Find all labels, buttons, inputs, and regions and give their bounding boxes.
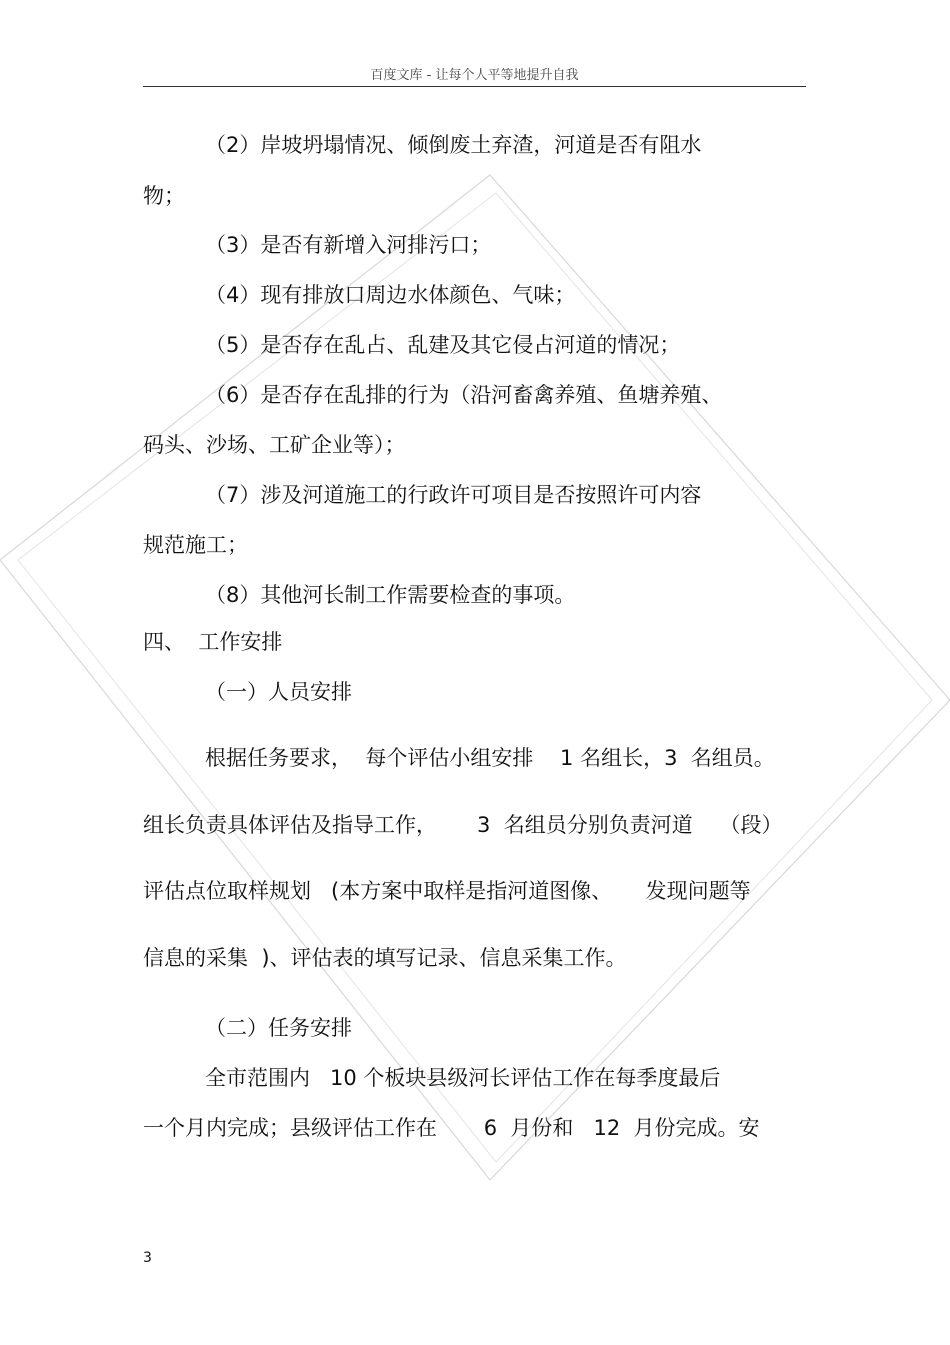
list-item-3: （3）是否有新增入河排污口；	[205, 233, 492, 257]
paragraph-line: 信息的采集 )、评估表的填写记录、信息采集工作。	[143, 946, 627, 970]
list-item-2-continued: 物；	[143, 184, 185, 208]
list-item-6-continued: 码头、沙场、工矿企业等）；	[143, 433, 406, 457]
paragraph-line: 根据任务要求， 每个评估小组安排 1 名组长，3 名组员。	[205, 746, 775, 770]
page-header: 百度文库 - 让每个人平等地提升自我	[370, 68, 579, 83]
list-item-4: （4）现有排放口周边水体颜色、气味；	[205, 283, 576, 307]
page-number: 3	[143, 1250, 152, 1266]
list-item-8: （8）其他河长制工作需要检查的事项。	[205, 583, 576, 607]
paragraph-line: 组长负责具体评估及指导工作， 3 名组员分别负责河道 （段）	[143, 813, 783, 837]
paragraph-line: 全市范围内 10 个板块县级河长评估工作在每季度最后	[205, 1066, 721, 1090]
list-item-2: （2）岸坡坍塌情况、倾倒废土弃渣，河道是否有阻水	[205, 133, 702, 157]
paragraph-line: 评估点位取样规划 (本方案中取样是指河道图像、 发现问题等	[143, 879, 751, 903]
section-heading-4: 四、 工作安排	[143, 630, 283, 654]
list-item-5: （5）是否存在乱占、乱建及其它侵占河道的情况；	[205, 333, 681, 357]
subsection-heading-1: （一）人员安排	[205, 680, 352, 704]
header-divider	[143, 86, 806, 87]
subsection-heading-2: （二）任务安排	[205, 1016, 352, 1040]
list-item-7-continued: 规范施工；	[143, 533, 248, 557]
list-item-6: （6）是否存在乱排的行为（沿河畜禽养殖、鱼塘养殖、	[205, 383, 723, 407]
paragraph-line: 一个月内完成；县级评估工作在 6 月份和 12 月份完成。安	[143, 1116, 760, 1140]
list-item-7: （7）涉及河道施工的行政许可项目是否按照许可内容	[205, 483, 702, 507]
